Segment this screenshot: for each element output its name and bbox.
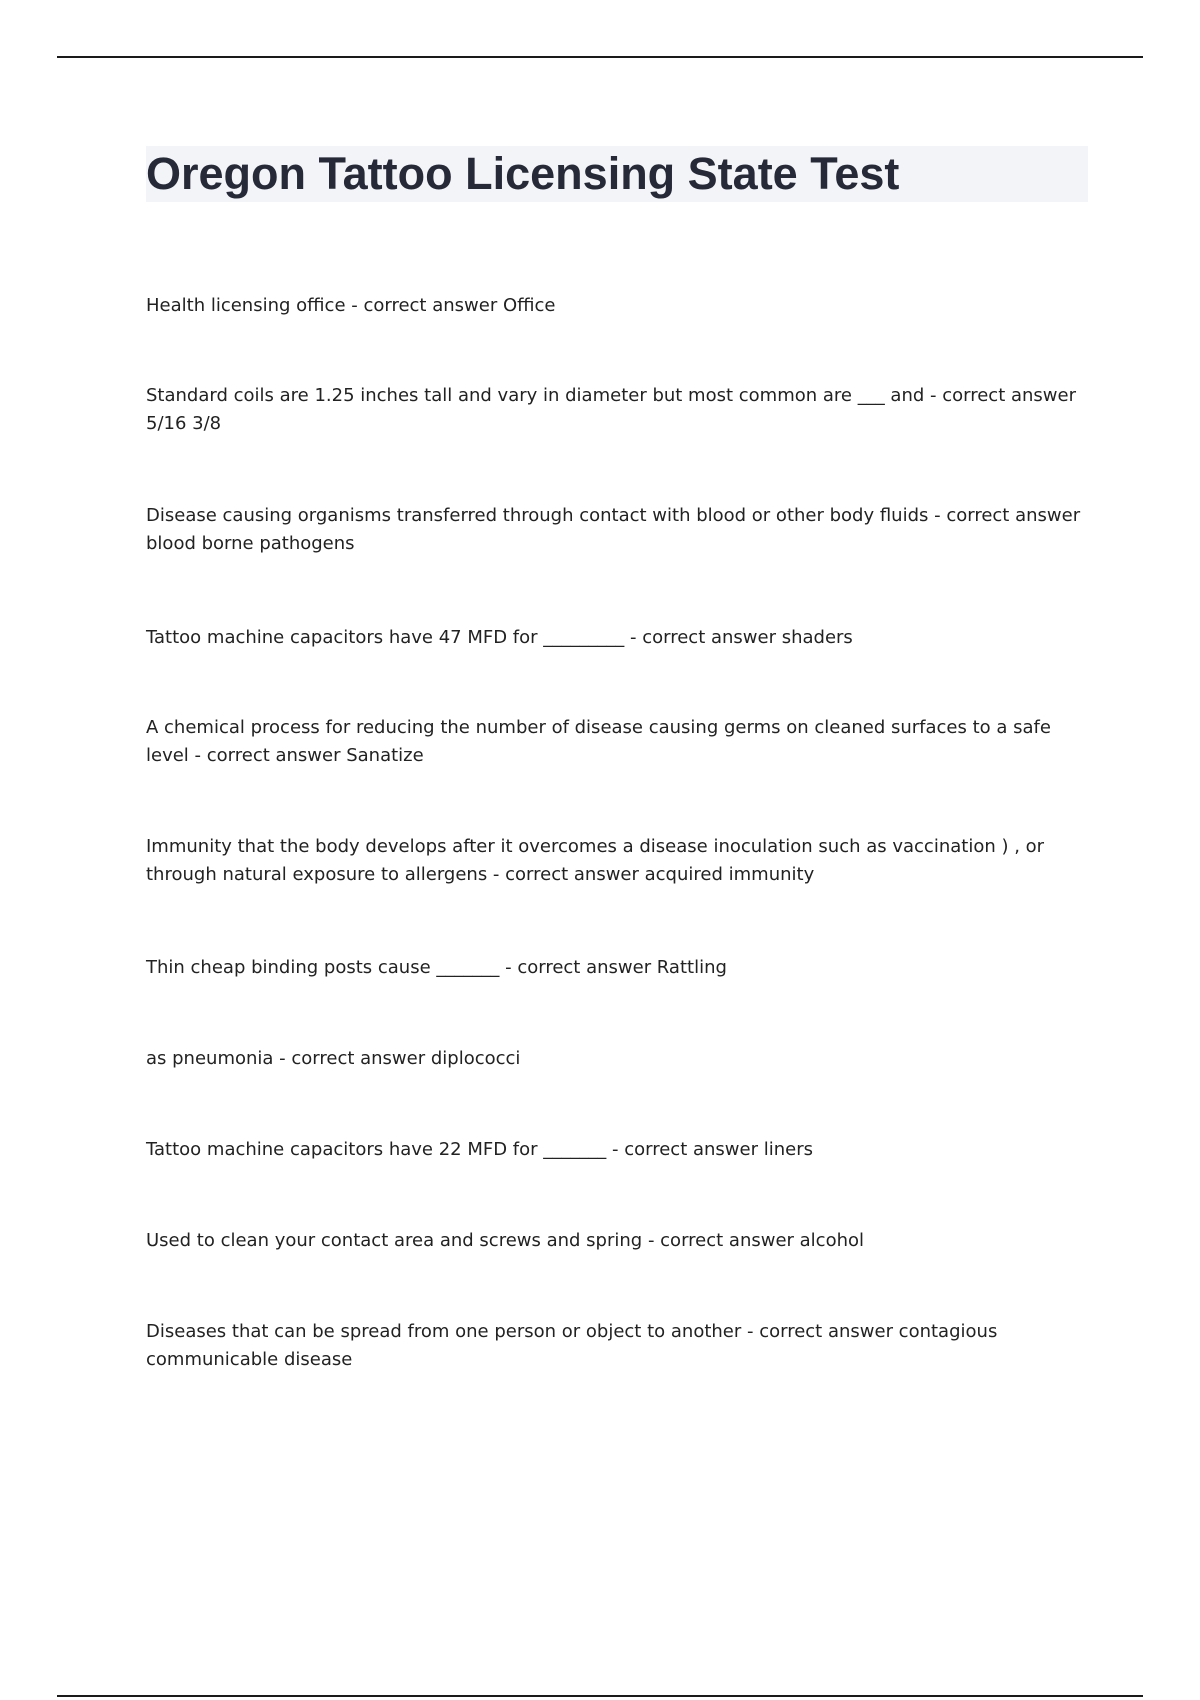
document-title: Oregon Tattoo Licensing State Test bbox=[146, 148, 900, 199]
qa-item-health-licensing-office: Health licensing office - correct answer Office bbox=[146, 295, 556, 316]
qa-item-diplococci: as pneumonia - correct answer diplococci bbox=[146, 1048, 521, 1069]
qa-item-binding-posts: Thin cheap binding posts cause _______ - correct answer Rattling bbox=[146, 957, 727, 978]
qa-item-standard-coils: Standard coils are 1.25 inches tall and vary in diameter but most common are ___ and - correct answer 5/16 3/8 bbox=[146, 385, 1076, 434]
qa-item-capacitors-22-mfd: Tattoo machine capacitors have 22 MFD for _______ - correct answer liners bbox=[146, 1139, 813, 1160]
qa-item-contagious-disease: Diseases that can be spread from one person or object to another - correct answer contagious communicable disease bbox=[146, 1321, 998, 1370]
bottom-divider bbox=[57, 1695, 1143, 1697]
qa-item-alcohol: Used to clean your contact area and screws and spring - correct answer alcohol bbox=[146, 1230, 865, 1251]
qa-item-sanitize: A chemical process for reducing the number of disease causing germs on cleaned surfaces to a safe level - correct answer Sanatize bbox=[146, 717, 1051, 766]
title-banner bbox=[146, 146, 1088, 202]
top-divider bbox=[57, 56, 1143, 58]
qa-item-blood-borne-pathogens: Disease causing organisms transferred through contact with blood or other body fluids - correct answer blood borne pathogens bbox=[146, 505, 1081, 554]
qa-item-capacitors-47-mfd: Tattoo machine capacitors have 47 MFD for _________ - correct answer shaders bbox=[146, 627, 853, 648]
qa-item-acquired-immunity: Immunity that the body develops after it overcomes a disease inoculation such as vaccination ) , or through natural exposure to allergens - correct answer acquired immunity bbox=[146, 836, 1045, 885]
